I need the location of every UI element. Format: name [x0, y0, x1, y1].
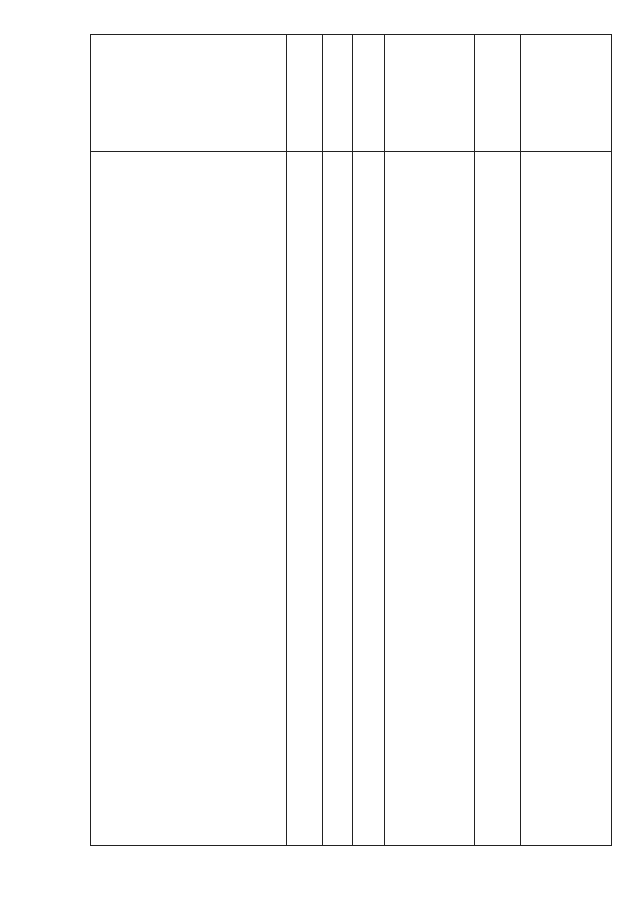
header-razdel: [323, 35, 352, 151]
column-divider: [352, 35, 353, 845]
header-summa: [521, 35, 611, 151]
header-gruppa: [475, 35, 520, 151]
column-divider: [286, 35, 287, 845]
column-divider: [520, 35, 521, 845]
header-name: [91, 35, 286, 151]
header-tselevaya: [385, 35, 474, 151]
column-divider: [384, 35, 385, 845]
header-vedomstvo: [287, 35, 322, 151]
column-divider: [322, 35, 323, 845]
header-podrazdel: [353, 35, 384, 151]
budget-table: [90, 34, 612, 846]
header-divider: [91, 151, 611, 152]
header-gruppa-label: [484, 53, 512, 133]
column-divider: [474, 35, 475, 845]
